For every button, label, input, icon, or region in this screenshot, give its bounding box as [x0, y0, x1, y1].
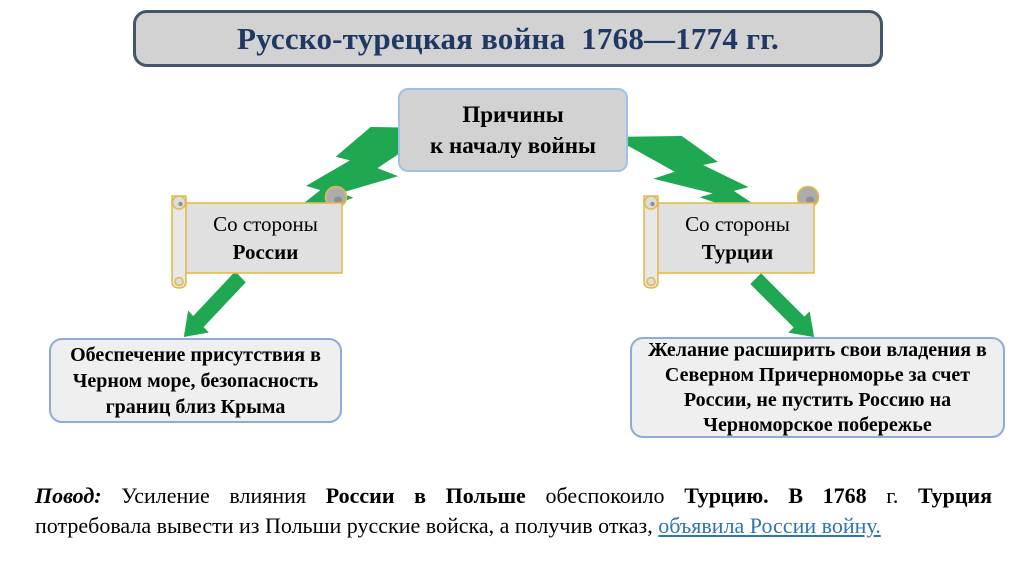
russia-side-label [188, 203, 343, 273]
russia-side-scroll [166, 185, 351, 295]
povod-paragraph [35, 481, 992, 541]
povod-seg3: обеспокоило [545, 483, 665, 508]
povod-seg2: России в Польше [325, 483, 526, 508]
russia-reason-text: Обеспечение присутствия в Черном море, безопасность границ близ Крыма [70, 343, 321, 418]
povod-seg5: г. [886, 483, 899, 508]
turkey-side-scroll [638, 185, 823, 295]
povod-seg4: Турцию. В 1768 [684, 483, 867, 508]
causes-line1: Причины [462, 102, 564, 127]
povod-seg6: Турция [918, 483, 993, 508]
turkey-reason-text: Желание расширить свои владения в Северном Причерноморье за счет России, не пустить Россию на Черноморское побережье [648, 338, 987, 436]
page-title: Русско-турецкая война 1768—1774 гг. [237, 20, 779, 56]
russia-reason-box [49, 338, 342, 423]
povod-line1 [35, 481, 992, 511]
povod-seg1: Усиление влияния [121, 483, 307, 508]
turkey-side-label [660, 203, 815, 273]
povod-line2 [35, 511, 992, 541]
turkey-side-line1: Со стороны [685, 212, 790, 236]
turkey-side-line2: Турции [701, 240, 774, 264]
causes-box [398, 88, 628, 172]
povod-label: Повод: [35, 483, 102, 508]
povod-line2-text: потребовала вывести из Польши русские войска, а получив отказ, [35, 513, 653, 538]
russia-side-line1: Со стороны [213, 212, 318, 236]
turkey-reason-box [630, 337, 1005, 438]
russia-side-line2: России [232, 240, 299, 264]
title-box [133, 10, 883, 67]
causes-line2: к началу войны [430, 133, 596, 158]
war-declaration-link[interactable]: объявила России войну. [658, 513, 881, 538]
